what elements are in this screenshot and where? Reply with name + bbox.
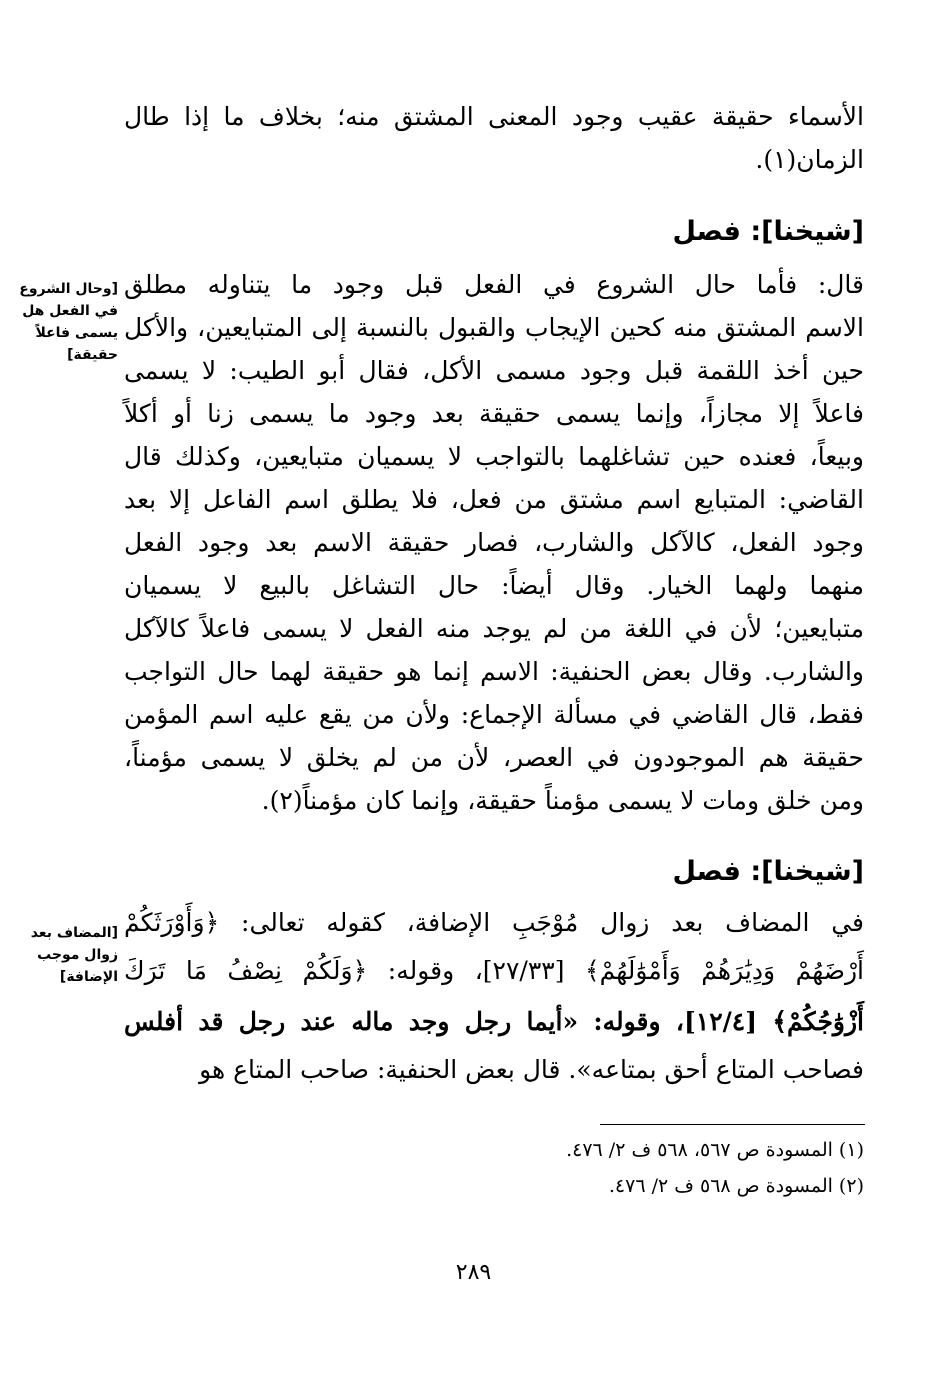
text-line: الزمان(١). (755, 145, 864, 174)
footnote-separator (600, 1124, 865, 1125)
text-line: القاضي: المتبايع اسم مشتق من فعل، فلا يطلق اسم الفاعل إلا بعد (124, 485, 864, 514)
text-line: في المضاف بعد زوال مُوْجَبِ الإضافة، كقوله تعالى: ﴿وَأَوْرَثَكُمْ (124, 908, 864, 937)
text-line: فقط، قال القاضي في مسألة الإجماع: ولأن من يقع عليه اسم المؤمن (124, 700, 864, 729)
text-line: حين أخذ اللقمة قبل وجود مسمى الأكل، فقال أبو الطيب: لا يسمى (124, 356, 864, 385)
text-line: وبيعاً، فعنده حين تشاغلهما بالتواجب لا يسميان متبايعين، وكذلك قال (124, 442, 864, 471)
text-line: ومن خلق ومات لا يسمى مؤمناً حقيقة، وإنما كان مؤمناً(٢). (261, 786, 864, 815)
text-line: وجود الفعل، كالآكل والشارب، فصار حقيقة الاسم بعد وجود الفعل (124, 528, 864, 557)
footnote: (١) المسودة ص ٥٦٧، ٥٦٨ ف ٢/ ٤٧٦. (566, 1139, 864, 1161)
page-number: ٢٨٩ (455, 1260, 492, 1285)
footnote: (٢) المسودة ص ٥٦٨ ف ٢/ ٤٧٦. (608, 1175, 864, 1197)
text-line: متبايعين؛ لأن في اللغة من لم يوجد منه الفعل لا يسمى فاعلاً كالآكل (124, 614, 864, 643)
text-line: الأسماء حقيقة عقيب وجود المعنى المشتق منه؛ بخلاف ما إذا طال (124, 102, 864, 131)
margin-note: [وحال الشروع في الفعل هل يسمى فاعلاً حقيقة] (19, 281, 118, 363)
text-line: أَرْضَهُمْ وَدِيَٰرَهُمْ وَأَمْوَٰلَهُمْ﴾ [٢٧/٣٣]، وقوله: ﴿وَلَكُمْ نِصْفُ مَا تَرَكَ (124, 956, 864, 985)
text-line: قال: فأما حال الشروع في الفعل قبل وجود ما يتناوله مطلق (124, 270, 864, 299)
text-line: فصاحب المتاع أحق بمتاعه». قال بعض الحنفية: صاحب المتاع هو (199, 1055, 864, 1084)
text-line: حقيقة هم الموجودون في العصر، لأن من لم يخلق لا يسمى مؤمناً، (124, 743, 864, 772)
margin-note: [المضاف بعد زوال موجب الإضافة] (30, 925, 118, 985)
section-heading: [شيخنا]: فصل (672, 216, 864, 247)
text-line: أَزْوَٰجُكُمْ﴾ [١٢/٤]، وقوله: «أيما رجل وجد ماله عند رجل قد أفلس (124, 1007, 864, 1036)
text-line: منهما ولهما الخيار. وقال أيضاً: حال التشاغل بالبيع لا يسميان (124, 571, 864, 600)
text-line: فاعلاً إلا مجازاً، وإنما يسمى حقيقة بعد وجود ما يسمى زنا أو أكلاً (124, 399, 864, 428)
section-heading: [شيخنا]: فصل (672, 856, 864, 887)
text-line: والشارب. وقال بعض الحنفية: الاسم إنما هو حقيقة لهما حال التواجب (124, 657, 864, 686)
text-line: الاسم المشتق منه كحين الإيجاب والقبول بالنسبة إلى المتبايعين، والأكل (124, 313, 864, 342)
